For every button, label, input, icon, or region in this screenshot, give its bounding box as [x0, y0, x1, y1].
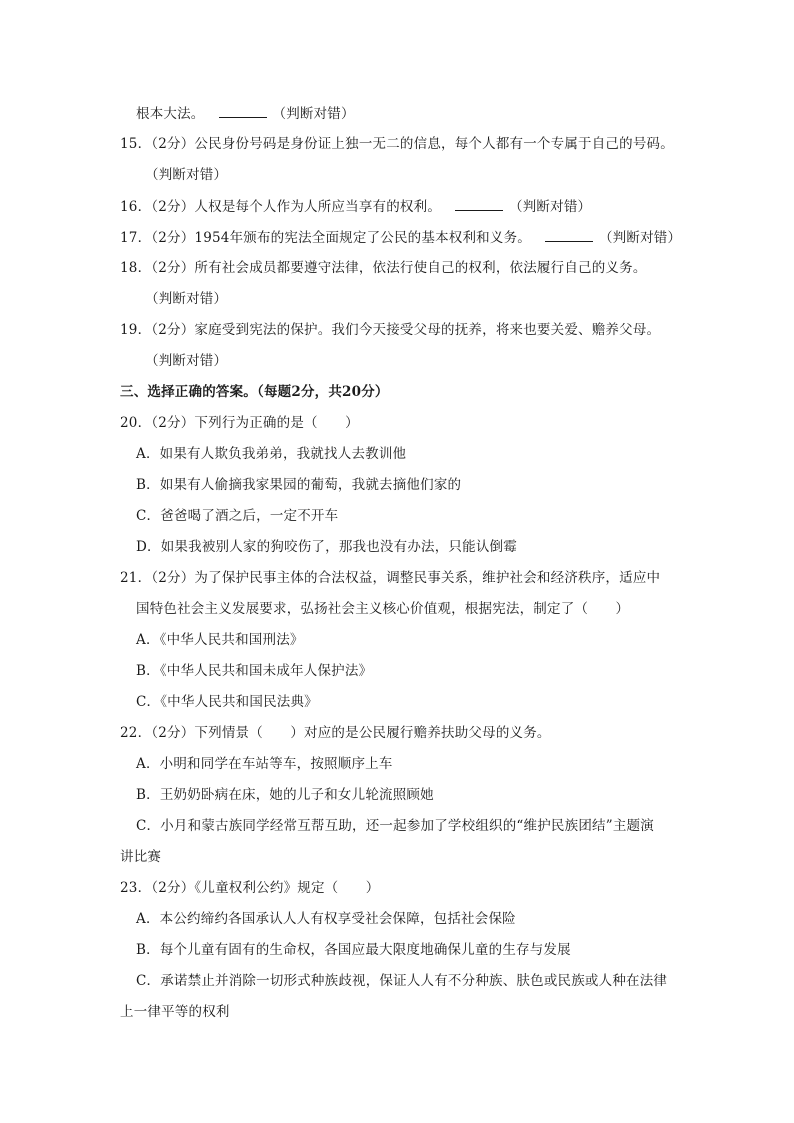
question-21: 21．（2分）为了保护民事主体的合法权益，调整民事关系，维护社会和经济秩序，适应中 [120, 570, 661, 586]
question-17 [120, 228, 681, 247]
q14-judge-label: （判断对错） [272, 106, 355, 122]
question-20: 20．（2分）下列行为正确的是（ ） [120, 415, 359, 431]
q22-option-c-cont: 讲比赛 [120, 849, 162, 865]
q20-option-d: D．如果我被别人家的狗咬伤了，那我也没有办法，只能认倒霉 [136, 539, 517, 555]
q23-option-b: B．每个儿童有固有的生命权，各国应最大限度地确保儿童的生存与发展 [136, 942, 571, 958]
question-19: 19．（2分）家庭受到宪法的保护。我们今天接受父母的抚养，将来也要关爱、赡养父母。 [120, 322, 661, 338]
answer-blank-q16 [455, 197, 503, 211]
q23-option-a: A．本公约缔约各国承认人人有权享受社会保障，包括社会保险 [136, 911, 516, 927]
q22-option-b: B．王奶奶卧病在床，她的儿子和女儿轮流照顾她 [136, 787, 434, 803]
question-23: 23．（2分）《儿童权利公约》规定（ ） [120, 880, 380, 896]
q20-option-c: C．爸爸喝了酒之后，一定不开车 [136, 508, 339, 524]
question-16 [120, 197, 591, 216]
q20-option-b: B．如果有人偷摘我家果园的葡萄，我就去摘他们家的 [136, 477, 462, 493]
section-3-heading: 三、选择正确的答案。（每题2分，共20分） [120, 384, 389, 400]
question-15: 15．（2分）公民身份号码是身份证上独一无二的信息，每个人都有一个专属于自己的号码。 [120, 136, 674, 152]
q14-text-tail: 根本大法。 [136, 106, 205, 122]
question-22: 22．（2分）下列情景（ ）对应的是公民履行赡养扶助父母的义务。 [120, 725, 551, 741]
q22-option-c: C．小月和蒙古族同学经常互帮互助，还一起参加了学校组织的“维护民族团结”主题演 [136, 818, 654, 834]
q14-continuation [136, 104, 355, 123]
q17-judge-label: （判断对错） [598, 230, 682, 246]
q23-option-c: C．承诺禁止并消除一切形式种族歧视，保证人人有不分种族、肤色或民族或人种在法律 [136, 973, 668, 989]
q16-text: 16．（2分）人权是每个人作为人所应当享有的权利。 [120, 199, 442, 215]
q19-judge-label: （判断对错） [145, 353, 228, 369]
q22-option-a: A．小明和同学在车站等车，按照顺序上车 [136, 756, 393, 772]
q18-judge-label: （判断对错） [145, 291, 228, 307]
q16-judge-label: （判断对错） [509, 199, 592, 215]
question-18: 18．（2分）所有社会成员都要遵守法律，依法行使自己的权利，依法履行自己的义务。 [120, 260, 647, 276]
question-21-cont: 国特色社会主义发展要求，弘扬社会主义核心价值观，根据宪法，制定了（ ） [136, 601, 630, 617]
q20-option-a: A．如果有人欺负我弟弟，我就找人去教训他 [136, 446, 407, 462]
q23-option-c-cont: 上一律平等的权利 [120, 1004, 230, 1020]
answer-blank-q14 [219, 104, 267, 118]
answer-blank-q17 [545, 228, 593, 242]
q21-option-b: B．《中华人民共和国未成年人保护法》 [136, 663, 373, 679]
q21-option-c: C．《中华人民共和国民法典》 [136, 694, 318, 710]
q21-option-a: A．《中华人民共和国刑法》 [136, 632, 304, 648]
q17-text: 17．（2分）1954年颁布的宪法全面规定了公民的基本权利和义务。 [120, 230, 531, 246]
q15-judge-label: （判断对错） [145, 167, 228, 183]
